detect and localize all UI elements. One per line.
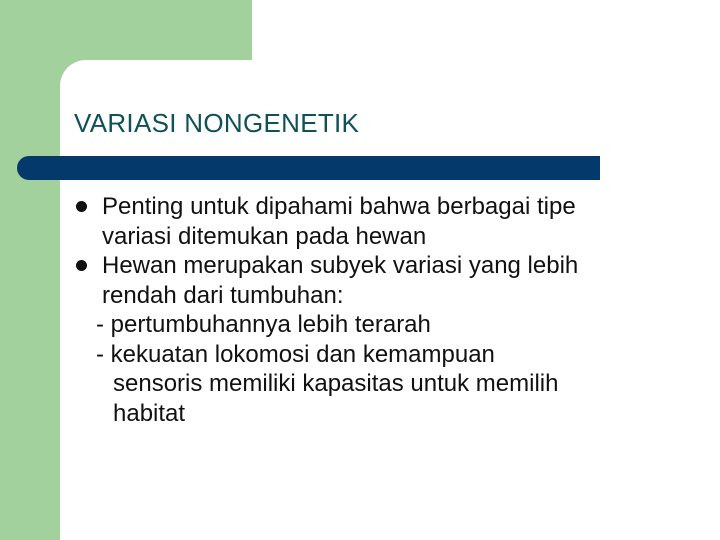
bullet-dot-icon [76,260,87,271]
slide-title: VARIASI NONGENETIK [74,108,360,138]
title-underline-bar [17,156,600,180]
sub-point-line: - pertumbuhannya lebih terarah [96,311,431,338]
sub-point-line: - kekuatan lokomosi dan kemampuan [96,340,495,368]
sub-point-continuation: sensoris memiliki kapasitas untuk memilih [113,370,559,397]
bullet-text-line: variasi ditemukan pada hewan [102,222,427,250]
sub-point-continuation: habitat [113,399,186,427]
bullet-item [76,251,676,310]
slide-body [76,192,676,428]
bullet-text-line: Penting untuk dipahami bahwa berbagai tipe [102,193,576,220]
bullet-text-line: Hewan merupakan subyek variasi yang lebih [102,252,579,279]
bullet-item [76,192,676,251]
bullet-text-line: rendah dari tumbuhan: [102,281,344,309]
bullet-dot-icon [76,201,87,212]
